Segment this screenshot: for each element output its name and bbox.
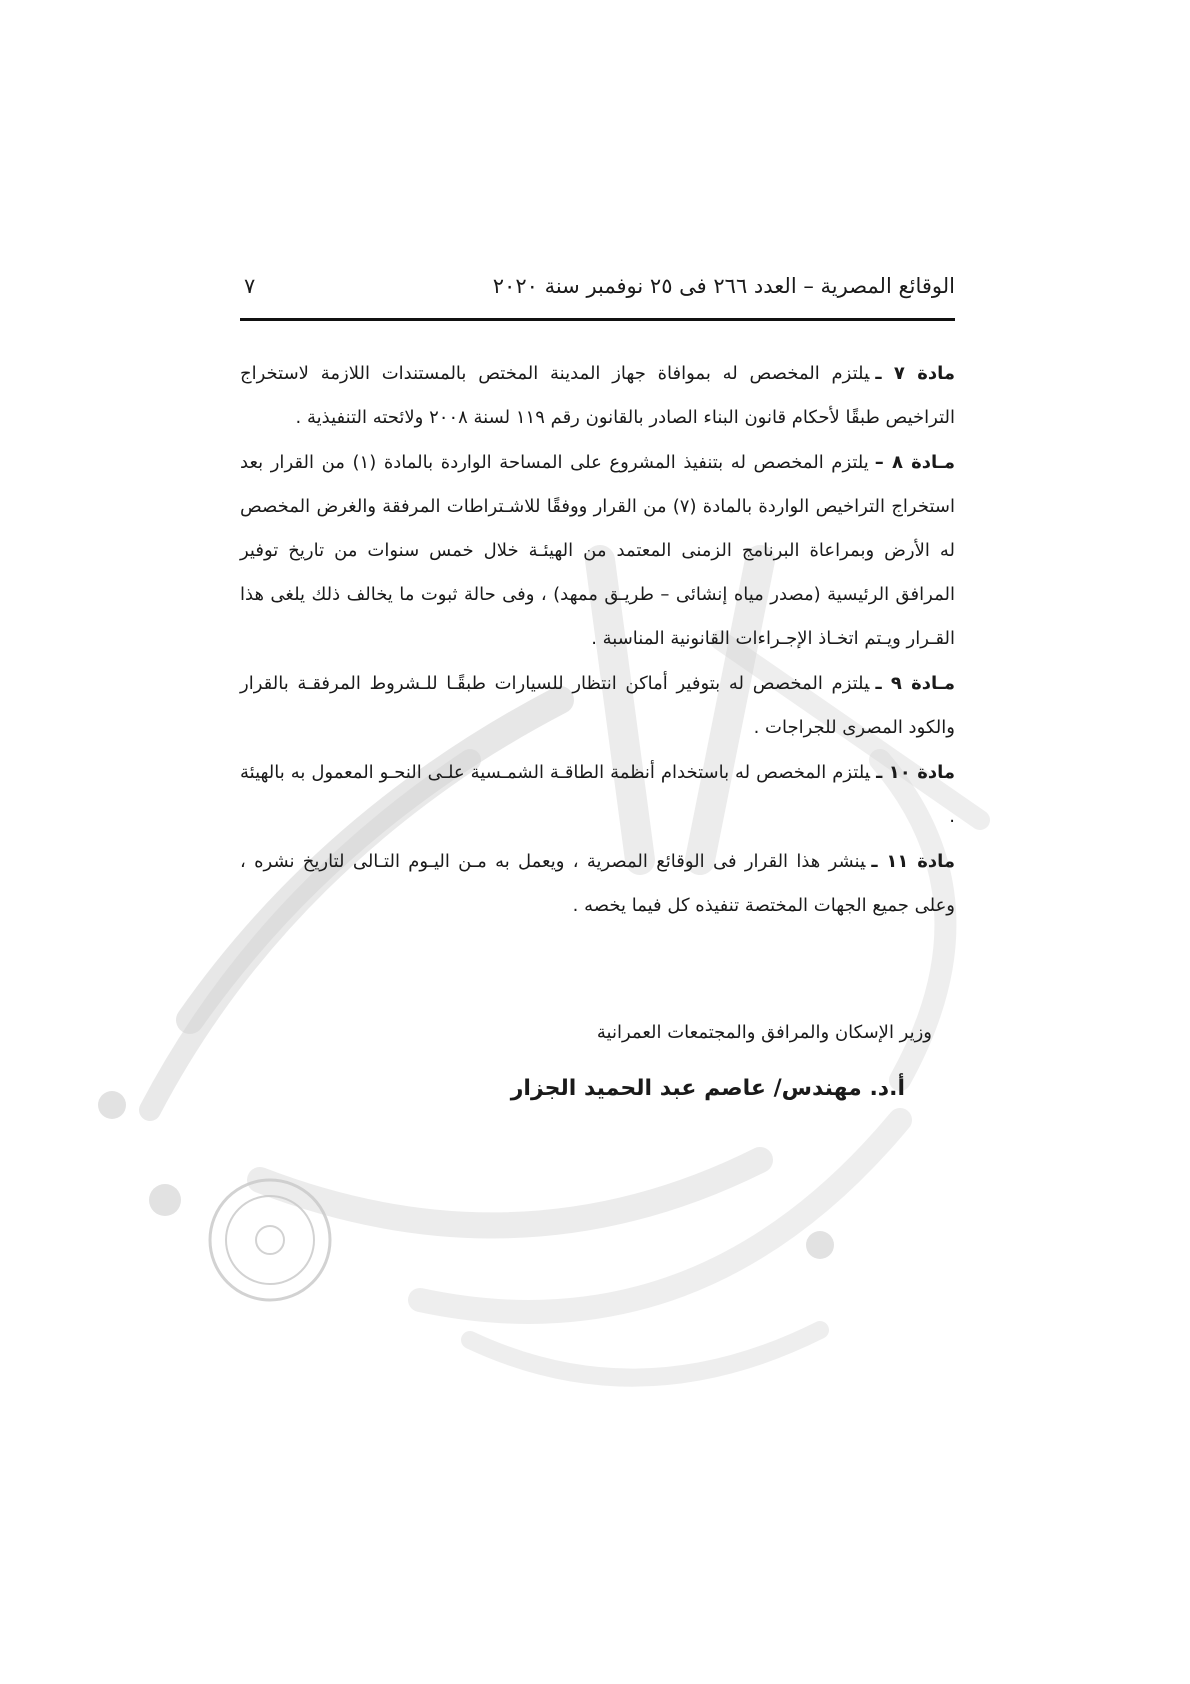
article-11	[240, 840, 955, 928]
decree-body	[240, 352, 955, 929]
gazette-issue-title: الوقائع المصرية – العدد ٢٦٦ فى ٢٥ نوفمبر سنة ٢٠٢٠	[492, 274, 955, 298]
article-label: مادة ١٠ ـ	[876, 762, 955, 783]
article-8	[240, 441, 955, 661]
minister-signature-name: أ.د. مهندس/ عاصم عبد الحميد الجزار	[510, 1076, 905, 1101]
article-text: ينشر هذا القرار فى الوقائع المصرية ، ويعمل به مـن اليـوم التـالى لتاريخ نشره ، وعلى جميع الجهات المختصة تنفيذه كل فيما يخصه .	[240, 851, 955, 916]
article-label: مادة ١١ ـ	[871, 851, 955, 872]
page-header	[240, 270, 955, 310]
article-text: يلتزم المخصص له بموافاة جهاز المدينة المختص بالمستندات اللازمة لاستخراج التراخيص طبقًا لأحكام قانون البناء الصادر بالقانون رقم ١١٩ لسنة ٢٠٠٨ ولائحته التنفيذية .	[240, 363, 955, 428]
article-9	[240, 662, 955, 750]
article-text: يلتزم المخصص له بتنفيذ المشروع على المساحة الواردة بالمادة (١) من القرار بعد استخراج التراخيص الواردة بالمادة (٧) من القرار ووفقًا للاشـتراطات المرفقة والغرض المخصص له الأرض وبمراعاة البرنامج الزمنى المعتمد من الهيئـة خلال خمس سنوات من تاريخ توفير المرافق الرئيسية (مصدر مياه إنشائى – طريـق ممهد) ، وفى حالة ثبوت ما يخالف ذلك يلغى هذا القـرار ويـتم اتخـاذ الإجـراءات القانونية المناسبة .	[240, 452, 956, 649]
article-text: يلتزم المخصص له بتوفير أماكن انتظار للسيارات طبقًـا للـشروط المرفقـة بالقرار والكود المصرى للجراجات .	[240, 673, 955, 738]
header-divider	[240, 318, 955, 321]
article-label: مـادة ٨ –	[874, 452, 956, 473]
article-label: مـادة ٩ ـ	[875, 673, 955, 694]
article-10	[240, 751, 955, 839]
article-label: مادة ٧ ـ	[875, 363, 955, 384]
article-7	[240, 352, 955, 440]
page-number: ٧	[244, 274, 256, 298]
article-text: يلتزم المخصص له باستخدام أنظمة الطاقـة الشمـسية علـى النحـو المعمول به بالهيئة .	[240, 762, 955, 827]
minister-title: وزير الإسكان والمرافق والمجتمعات العمرانية	[596, 1022, 932, 1043]
